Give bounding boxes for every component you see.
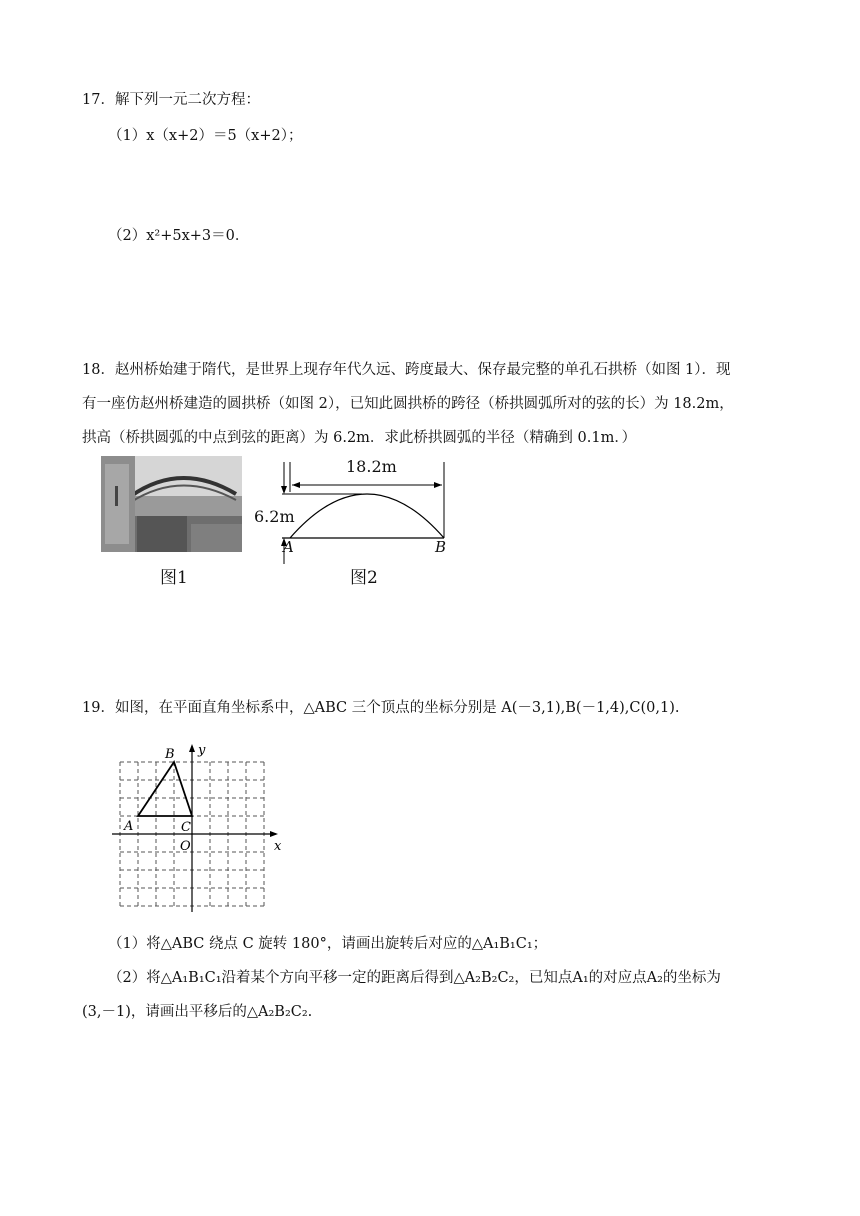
q17-title: 17．解下列一元二次方程： (82, 92, 260, 108)
span-arrow-right (434, 482, 442, 488)
q17-part1: （1）x（x+2）＝5（x+2）； (108, 128, 303, 144)
zhaozhou-bridge-photo (101, 456, 242, 552)
vertex-label-a: A (124, 819, 134, 834)
q19-part2-line2: (3,－1)，请画出平移后的△A₂B₂C₂. (82, 1004, 313, 1020)
bridge-photo-drawing (101, 456, 242, 552)
vertex-label-c: C (181, 820, 191, 835)
arch-arc (290, 494, 444, 538)
span-arrow-left (292, 482, 300, 488)
point-b-label: B (435, 538, 447, 556)
q19-part2-line1: （2）将△A₁B₁C₁沿着某个方向平移一定的距离后得到△A₂B₂C₂，已知点A₁的对应点A₂的坐标为 (108, 970, 721, 986)
q19-line1: 19．如图，在平面直角坐标系中，△ABC 三个顶点的坐标分别是 A(－3,1),B(－1,4),C(0,1). (82, 700, 680, 716)
coordinate-grid (108, 730, 288, 920)
q18-line1: 18．赵州桥始建于隋代，是世界上现存年代久远、跨度最大、保存最完整的单孔石拱桥（如图 1）．现 (82, 362, 731, 378)
span-label: 18.2m (346, 457, 397, 476)
fig1-caption: 图1 (160, 568, 188, 588)
q18-line3: 拱高（桥拱圆弧的中点到弦的距离）为 6.2m．求此桥拱圆弧的半径（精确到 0.1m．） (82, 430, 637, 446)
height-arrow-top (281, 486, 287, 494)
triangle-abc (138, 762, 192, 816)
y-axis-label: y (198, 743, 206, 758)
x-axis-label: x (274, 839, 282, 854)
point-a-label: A (283, 538, 294, 556)
vertex-label-b: B (165, 747, 175, 762)
height-label: 6.2m (254, 507, 295, 526)
fig2-caption: 图2 (350, 568, 378, 588)
q19-part1: （1）将△ABC 绕点 C 旋转 180°，请画出旋转后对应的△A₁B₁C₁； (108, 936, 548, 952)
q17-part2: （2）x²+5x+3＝0． (108, 228, 250, 244)
q18-line2: 有一座仿赵州桥建造的圆拱桥（如图 2），已知此圆拱桥的跨径（桥拱圆弧所对的弦的长）为 18.2m， (82, 396, 734, 412)
y-axis-arrow (189, 744, 195, 752)
origin-label: O (180, 839, 191, 854)
x-axis-arrow (270, 831, 278, 837)
